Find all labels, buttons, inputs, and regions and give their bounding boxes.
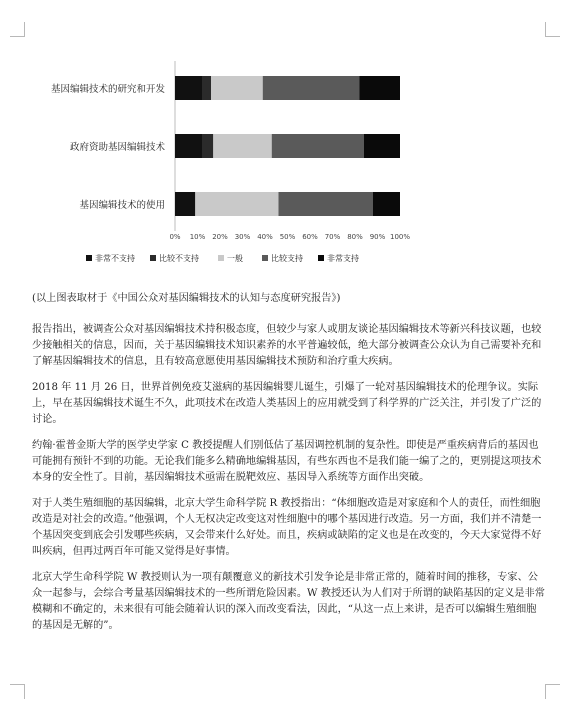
bar-segment [360, 76, 401, 100]
bar-segment [213, 134, 272, 158]
article-body [32, 322, 546, 644]
paragraph: 报告指出，被调查公众对基因编辑技术持积极态度，但较少与家人或朋友谈论基因编辑技术等新兴科技议题，也较少接触相关的信息，因而，关于基因编辑技术知识素养的水平普遍较低，绝大部分被调查公众认为自己需要补充和了解基因编辑技术的信息，且有较高意愿使用基因编辑技术预防和治疗重大疾病。 [32, 324, 542, 367]
category-label: 基因编辑技术的使用 [79, 200, 165, 211]
legend-swatch [218, 255, 224, 261]
category-label: 基因编辑技术的研究和开发 [50, 84, 165, 95]
paragraph: 约翰·霍普金斯大学的医学史学家 C 教授提醒人们别低估了基因调控机制的复杂性。即使是严重疾病背后的基因也可能拥有预针不到的功能。无论我们能多么精确地编辑基因，有些东西也不是我们能一编了之的，更别提这项技术本身的安全性了。目前，基因编辑技术亟需在脱靶效应、基因导入系统等方面作出突破。 [32, 440, 542, 483]
bar-segment [272, 134, 364, 158]
x-tick-label: 10% [189, 233, 206, 241]
x-tick-label: 60% [302, 233, 318, 241]
x-tick-label: 100% [389, 233, 411, 241]
bar-segment [279, 192, 374, 216]
page-corner-mark [10, 22, 25, 37]
bar-segment [175, 134, 202, 158]
x-tick-label: 0% [169, 233, 181, 241]
legend-label: 非常支持 [327, 254, 359, 263]
bar-segment [263, 76, 360, 100]
paragraph: 北京大学生命科学院 W 教授则认为一项有颠覆意义的新技术引发争论是非常正常的，随着时间的推移，专家、公众一起参与，会综合考量基因编辑技术的一些所谓危险因素。W 教授还认为人们对于所谓的缺陷基因的定义是非常模糊和不确定的，未来很有可能会随着认识的深入而改变看法，因此，“从这一点上来讲，是否可以编辑生殖细胞的基因是无解的”。 [32, 572, 545, 631]
x-tick-label: 30% [234, 233, 251, 241]
x-tick-label: 20% [212, 233, 228, 241]
page-corner-mark [10, 684, 25, 699]
page-corner-mark [545, 684, 560, 699]
legend-label: 比较不支持 [159, 254, 199, 263]
legend-swatch [318, 255, 324, 261]
bar-segment [202, 76, 211, 100]
bar-segment [202, 134, 213, 158]
x-tick-label: 40% [257, 233, 273, 241]
paragraph: 2018 年 11 月 26 日，世界首例免疫艾滋病的基因编辑婴儿诞生，引爆了一轮对基因编辑技术的伦理争议。实际上，早在基因编辑技术诞生不久，此项技术在改造人类基因上的应用就受到了科学界的广泛关注，并引发了广泛的讨论。 [32, 382, 542, 425]
x-tick-label: 70% [324, 233, 341, 241]
caption-text: (以上图表取材于《中国公众对基因编辑技术的认知与态度研究报告》) [32, 293, 341, 304]
stacked-bar-chart [0, 45, 570, 275]
legend-swatch [262, 255, 268, 261]
legend-label: 比较支持 [271, 254, 303, 263]
bar-segment [373, 192, 400, 216]
legend-label: 非常不支持 [95, 254, 135, 263]
bar-segment [195, 192, 278, 216]
x-tick-label: 90% [369, 233, 386, 241]
bar-segment [175, 76, 202, 100]
chart-caption [32, 291, 546, 317]
legend-swatch [150, 255, 156, 261]
category-label: 政府资助基因编辑技术 [69, 142, 165, 153]
legend-label: 一般 [227, 254, 243, 263]
x-tick-label: 50% [279, 233, 296, 241]
page-corner-mark [545, 22, 560, 37]
legend-swatch [86, 255, 92, 261]
paragraph: 对于人类生殖细胞的基因编辑，北京大学生命科学院 R 教授指出：“体细胞改造是对家庭和个人的责任，而性细胞改造是对社会的改造。”他强调，个人无权决定改变这对性细胞中的哪个基因进行改造。另一方面，我们并不清楚一个基因突变到底会引发哪些疾病，又会带来什么好处。而且，疾病或缺陷的定义也是在改变的，今天大家觉得不好叫疾病，但再过两百年可能又觉得是好事情。 [32, 498, 542, 557]
bar-segment [211, 76, 263, 100]
bar-segment [175, 192, 195, 216]
bar-segment [364, 134, 400, 158]
x-tick-label: 80% [347, 233, 363, 241]
